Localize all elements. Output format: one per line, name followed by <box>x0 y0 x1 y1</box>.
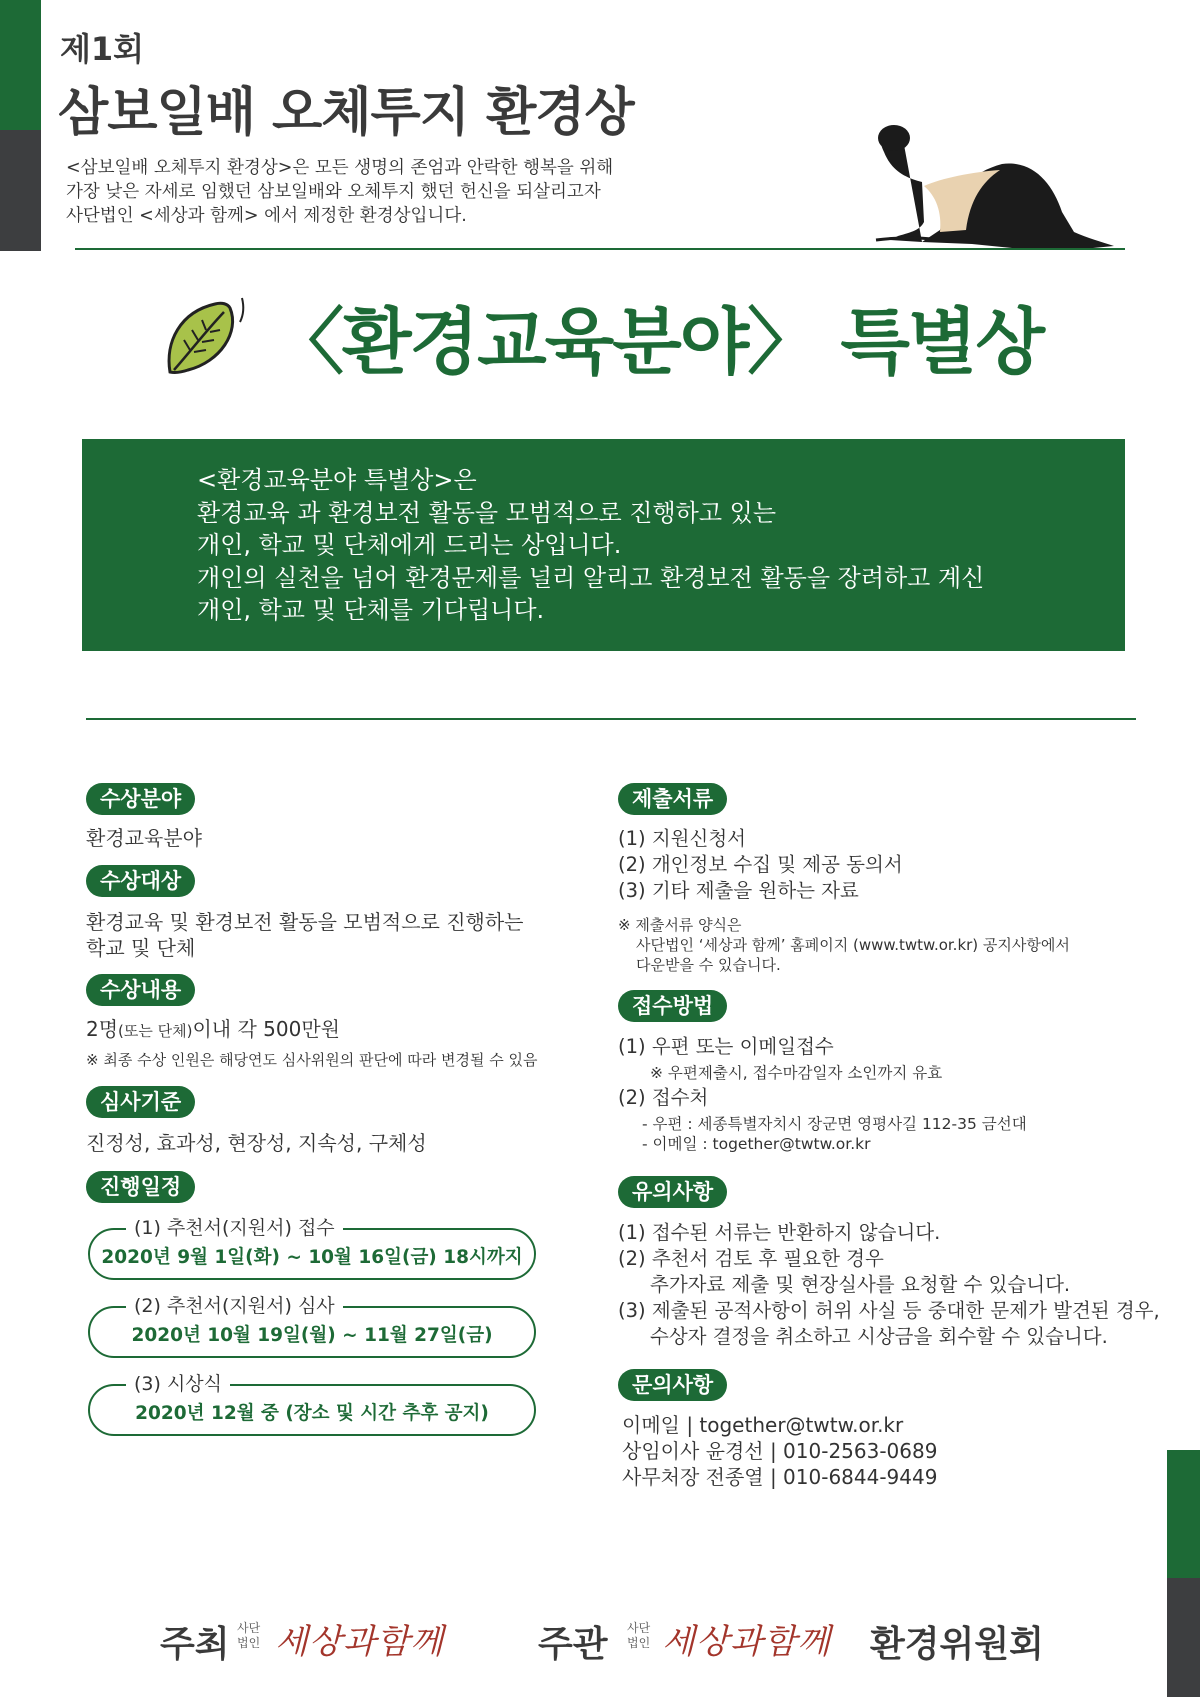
notice-line: 추가자료 제출 및 현장실사를 요청할 수 있습니다. <box>650 1273 1071 1296</box>
submission-method-note: ※ 우편제출시, 접수마감일자 소인까지 유효 <box>650 1064 943 1082</box>
bowing-figure-illustration <box>862 112 1122 252</box>
document-item: (2) 개인정보 수집 및 제공 동의서 <box>618 853 903 876</box>
intro-line: 가장 낮은 자세로 임했던 삼보일배와 오체투지 했던 헌신을 되살리고자 <box>66 182 601 202</box>
corner-bar-green-bottom <box>1167 1450 1200 1578</box>
submission-postal-address: - 우편 : 세종특별자치시 장군면 영평사길 112-35 금선대 <box>642 1115 1027 1133</box>
section-badge-award-field: 수상분야 <box>86 783 195 815</box>
corporation-mark-line: 사단 <box>627 1621 651 1635</box>
schedule-item <box>88 1295 536 1358</box>
award-field-value: 환경교육분야 <box>86 826 202 850</box>
corner-bar-green-top <box>0 0 41 130</box>
document-item: (3) 기타 제출을 원하는 자료 <box>618 879 859 902</box>
section-badge-criteria: 심사기준 <box>86 1086 195 1118</box>
award-amount: 이내 각 500만원 <box>192 1017 340 1041</box>
schedule-item-date: 2020년 12월 중 (장소 및 시간 추후 공지) <box>135 1403 489 1424</box>
description-line: 개인, 학교 및 단체를 기다립니다. <box>197 596 545 624</box>
submission-email: - 이메일 : together@twtw.or.kr <box>642 1135 871 1153</box>
schedule-item <box>88 1217 536 1280</box>
leaf-icon <box>160 292 260 382</box>
notice-line: (1) 접수된 서류는 반환하지 않습니다. <box>618 1221 941 1244</box>
section-badge-award-content: 수상내용 <box>86 974 195 1006</box>
section-badge-contact: 문의사항 <box>618 1369 727 1401</box>
notice-line: (3) 제출된 공적사항이 허위 사실 등 중대한 문제가 발견된 경우, <box>618 1299 1160 1322</box>
award-content-note: ※ 최종 수상 인원은 해당연도 심사위원의 판단에 따라 변경될 수 있음 <box>86 1051 538 1069</box>
corporation-mark-line: 사단 <box>237 1621 261 1635</box>
section-badge-notice: 유의사항 <box>618 1176 727 1208</box>
intro-text <box>66 156 686 228</box>
criteria-value: 진정성, 효과성, 현장성, 지속성, 구체성 <box>86 1131 427 1155</box>
schedule-item <box>88 1373 536 1436</box>
contact-line: 사무처장 전종열 | 010-6844-9449 <box>622 1465 938 1489</box>
corporation-mark <box>237 1621 260 1651</box>
organization-logo: 세상과함께 <box>662 1622 832 1662</box>
edition-label: 제1회 <box>60 30 145 68</box>
organizer-label: 주관 <box>538 1624 608 1665</box>
documents-note-line: ※ 제출서류 양식은 <box>618 916 742 934</box>
award-content-value <box>86 1016 340 1044</box>
award-count-qualifier: (또는 단체) <box>118 1022 193 1040</box>
divider-line <box>86 718 1136 720</box>
contact-line: 상임이사 윤경선 | 010-2563-0689 <box>622 1439 938 1463</box>
corner-bar-gray-top <box>0 130 41 251</box>
corporation-mark-line: 법인 <box>237 1636 261 1650</box>
award-target-line: 환경교육 및 환경보전 활동을 모범적으로 진행하는 <box>86 910 524 934</box>
submission-method-item: (2) 접수처 <box>618 1086 709 1109</box>
section-badge-award-target: 수상대상 <box>86 865 195 897</box>
intro-line: <삼보일배 오체투지 환경상>은 모든 생명의 존엄과 안락한 행복을 위해 <box>66 158 614 178</box>
schedule-item-label: (3) 시상식 <box>126 1371 230 1397</box>
documents-note-line: 사단법인 ‘세상과 함께’ 홈페이지 (www.twtw.or.kr) 공지사항에서 <box>636 936 1070 954</box>
organization-logo: 세상과함께 <box>275 1622 445 1662</box>
contact-line: 이메일 | together@twtw.or.kr <box>622 1413 904 1437</box>
documents-note-line: 다운받을 수 있습니다. <box>636 956 781 974</box>
schedule-item-label: (2) 추천서(지원서) 심사 <box>126 1293 343 1319</box>
intro-line: 사단법인 <세상과 함께> 에서 제정한 환경상입니다. <box>66 206 467 226</box>
award-count: 2명 <box>86 1017 119 1041</box>
corner-bar-gray-bottom <box>1167 1578 1200 1697</box>
corporation-mark <box>627 1621 650 1651</box>
description-line: <환경교육분야 특별상>은 <box>197 466 477 494</box>
committee-name: 환경위원회 <box>870 1624 1044 1665</box>
section-badge-submission-method: 접수방법 <box>618 990 727 1022</box>
description-line: 환경교육 과 환경보전 활동을 모범적으로 진행하고 있는 <box>197 498 777 527</box>
submission-method-item: (1) 우편 또는 이메일접수 <box>618 1035 834 1058</box>
host-label: 주최 <box>160 1624 230 1665</box>
description-line: 개인의 실천을 넘어 환경문제를 널리 알리고 환경보전 활동을 장려하고 계신 <box>197 563 985 592</box>
award-description-box <box>82 439 1125 651</box>
section-badge-schedule: 진행일정 <box>86 1171 195 1203</box>
main-title: 삼보일배 오체투지 환경상 <box>58 83 634 143</box>
corporation-mark-line: 법인 <box>627 1636 651 1650</box>
special-award-title: 〈환경교육분야〉 특별상 <box>272 300 1044 384</box>
description-line: 개인, 학교 및 단체에게 드리는 상입니다. <box>197 531 622 559</box>
schedule-item-date: 2020년 10월 19일(월) ~ 11월 27일(금) <box>131 1325 493 1346</box>
schedule-item-date: 2020년 9월 1일(화) ~ 10월 16일(금) 18시까지 <box>101 1247 523 1268</box>
section-badge-documents: 제출서류 <box>618 783 727 815</box>
schedule-item-label: (1) 추천서(지원서) 접수 <box>126 1215 343 1241</box>
notice-line: (2) 추천서 검토 후 필요한 경우 <box>618 1247 884 1270</box>
award-target-line: 학교 및 단체 <box>86 936 196 960</box>
divider-line <box>75 248 1125 250</box>
notice-line: 수상자 결정을 취소하고 시상금을 회수할 수 있습니다. <box>650 1325 1108 1348</box>
document-item: (1) 지원신청서 <box>618 827 747 850</box>
